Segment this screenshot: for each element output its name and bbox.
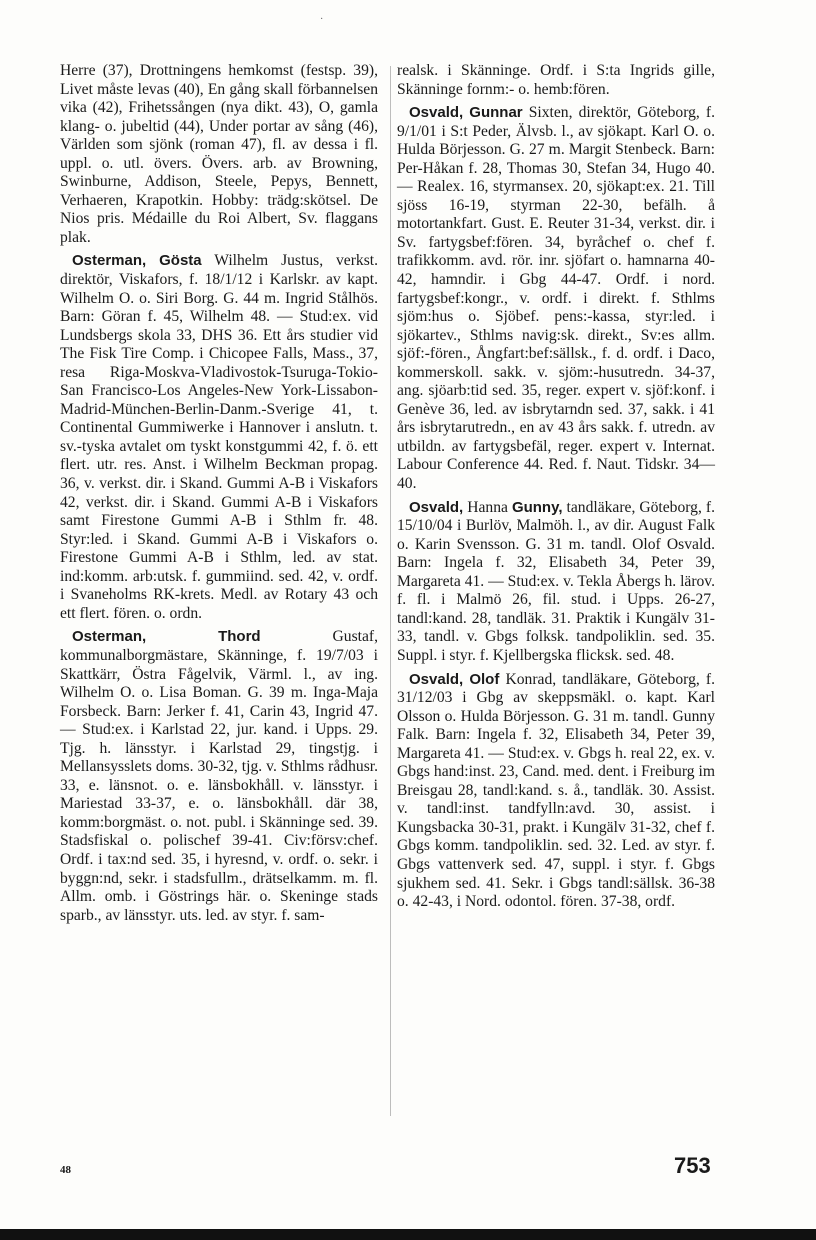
entry-text: Gustaf, kommunalborgmästare, Skänninge, f. 19/7/03 i Skattkärr, Östra Fågelvik, Värml. l., av ing. Wilhelm O. o. Lisa Boman. G. 39 m. Inga-Maja Forsbeck. Barn: Jerker f. 41, Carin 43, Ingrid 47. — Stud:ex. i Karlstad 22, jur. kand. i Upps. 29. Tjg. h. länsstyr. i Karlstad 29, tingstjg. i Mellansysslets doms. 30-32, tjg. v. Sthlms rådhusr. 33, e. länsnot. o. e. länsbokhåll. v. länsstyr. i Mariestad 33-37, e. o. länsbokhåll. där 38, komm:borgmäst. o. not. publ. i Skänninge sed. 39. Stadsfiskal o. polischef 39-41. Civ:försv:chef. Ordf. i tax:nd sed. 35, i hyresnd, v. ordf. o. sekr. i byggn:nd, sekr. i stadsfullm., drätselkamm. m. fl. Allm. omb. i Göstrings här. o. Skeninge stads sparb., av länsstyr. uts. led. av styr. f. sam-	[60, 628, 378, 924]
entry-continuation	[397, 62, 715, 99]
entry-text: Sixten, direktör, Göteborg, f. 9/1/01 i S:t Peder, Älvsb. l., av sjökapt. Karl O. o. Hulda Börjesson. G. 27 m. Margit Stenbeck. Barn: Per-Håkan f. 28, Thomas 30, Stefan 34, Hugo 40. — Realex. 16, styrmansex. 20, sjökapt:ex. 21. Till sjöss 16-19, styrman 22-30, befälh. å motortankfart. Gust. E. Reuter 31-34, verkst. dir. i Sv. fartygsbef:fören. 34, byråchef o. chef f. trafikkomm. avd. rör. inr. sjöfart o. hamnarna 40-42, hamndir. i Gbg 44-47. Ordf. i nord. fartygsbef:kongr., v. ordf. i direkt. f. Sthlms sjöm:hus o. Sjöbef. pens:-kassa, styr:led. i sjökartev., Sthlms navig:sk. direkt., Sv:es allm. sjöf:-fören., Ångfart:bef:sällsk., f. d. ordf. i Daco, kommerskoll. sakk. v. sjöm:-husutredn. 34-37, ang. sjöarb:tid sed. 35, reger. expert v. sjöf:konf. i Genève 36, led. av isbrytarndn sed. 37, sakk. i 41 års isbrytarutredn., en av 43 års sakk. f. utredn. av utbildn. av fartygsbefäl, reger. expert v. Internat. Labour Conference 44. Red. f. Naut. Tidskr. 34—40.	[397, 104, 715, 493]
entry-osvald-gunnar	[397, 104, 715, 493]
entry-given-name: Gunny,	[511, 498, 563, 516]
page-mark: ·	[320, 14, 324, 25]
entry-given-name: Gunnar	[469, 104, 523, 122]
entry-osterman-thord	[60, 628, 378, 925]
entry-given-prefix: Hanna	[467, 498, 512, 516]
entry-osvald-olof	[397, 671, 715, 912]
entry-text: Wilhelm Justus, verkst. direktör, Viskafors, f. 18/1/12 i Karlskr. av kapt. Wilhelm O. o. Siri Borg. G. 44 m. Ingrid Stålhös. Barn: Göran f. 45, Wilhelm 48. — Stud:ex. vid Lundsbergs skola 33, DHS 36. Ett års studier vid The Fisk Tire Comp. i Chicopee Falls, Mass., 37, resa Riga-Moskva-Vladivostok-Tsuruga-Tokio-San Francisco-Los Angeles-New York-Lissabon-Madrid-München-Berlin-Danm.-Sverige 41, t. Continental Gummiwerke i Hannover i anslutn. t. sv.-tyska avtalet om tyskt konstgummi 42, f. ö. ett flert. utr. res. Anst. i Wilhelm Beckman propag. 36, v. verkst. dir. i Skand. Gummi A-B i Viskafors 42, verkst. dir. i Skand. Gummi A-B i Viskafors samt Firestone Gummi A-B i Sthlm fr. 48. Styr:led. i Skand. Gummi A-B i Viskafors o. Firestone Gummi A-B i Sthlm, led. av stat. ind:komm. arb:utsk. f. gummiind. sed. 42, v. ordf. i Svaneholms RK-krets. Medl. av Rotary 43 och ett flert. fören. o. ordn.	[60, 252, 379, 622]
entry-given-name: Thord	[218, 628, 261, 646]
entry-given-name: Gösta	[159, 252, 202, 270]
entry-given-name: Olof	[469, 670, 500, 688]
right-column	[397, 62, 715, 917]
entry-text: Herre (37), Drottningens hemkomst (festsp. 39), Livet måste levas (40), En gång skall förbannelsen vika (42), Frihetssången (nya dikt. 43), O, gamla klang- o. jubeltid (44), Under portar av sång (46), Världen som sjönk (roman 47), fl. av dessa i fl. uppl. o. utl. övers. Övers. arb. av Browning, Swinburne, Addison, Steele, Pepys, Bennett, Verhaeren, Krapotkin. Hobby: trädg:skötsel. De Nios pris. Médaille du Roi Albert, Sv. flaggans plak.	[60, 62, 378, 246]
entry-text: Konrad, tandläkare, Göteborg, f. 31/12/03 i Gbg av skeppsmäkl. o. kapt. Karl Olsson o. Hulda Börjesson. G. 31 m. tandl. Gunny Falk. Barn: Ingela f. 32, Elisabeth 34, Peter 39, Margareta 41. — Stud:ex. v. Gbgs h. real 22, ex. v. Gbgs hand:inst. 23, Cand. med. dent. i Freiburg im Breisgau 28, tandl:kand. s. å., tandläk. 30. Assist. v. tandl:inst. tandfylln:avd. 30, assist. i Kungsbacka 30-31, prakt. i Kungälv 31-32, chef f. Gbgs komm. tandpoliklin. sed. 32. Led. av styr. f. Gbgs vattenverk sed. 47, suppl. i styr. f. Gbgs sjukhem sed. 41. Sekr. i Gbgs tandl:sällsk. 36-38 o. 42-43, i Nord. odontol. fören. 37-38, ordf.	[397, 670, 715, 911]
entry-text: realsk. i Skänninge. Ordf. i S:ta Ingrids gille, Skänninge fornm:- o. hemb:fören.	[397, 62, 715, 98]
left-column	[60, 62, 378, 930]
page-number: 753	[674, 1153, 711, 1178]
entry-osvald-hanna	[397, 499, 715, 666]
entry-surname: Osvald,	[409, 670, 464, 688]
entry-osterman-gosta	[60, 252, 378, 623]
entry-surname: Osterman,	[72, 628, 147, 646]
entry-surname: Osvald,	[409, 498, 464, 516]
entry-surname: Osvald,	[409, 104, 464, 122]
entry-continuation	[60, 62, 378, 247]
signature-mark: 48	[60, 1164, 71, 1176]
column-divider	[390, 66, 391, 1116]
entry-surname: Osterman,	[72, 252, 147, 270]
entry-text: tandläkare, Göteborg, f. 15/10/04 i Burlöv, Malmöh. l., av dir. August Falk o. Karin Svensson. G. 31 m. tandl. Olof Osvald. Barn: Ingela f. 32, Elisabeth 34, Peter 39, Margareta 41. — Stud:ex. v. Tekla Åbergs h. lärov. f. fl. i Malmö 26, fil. stud. i Upps. 26-27, tandl:kand. 28, tandläk. 31. Praktik i Kungälv 31-33, tandl. v. Gbgs folksk. tandpoliklin. sed. 35. Suppl. i styr. f. Kjellbergska flicksk. sed. 48.	[397, 498, 715, 664]
scan-edge	[0, 1229, 816, 1240]
